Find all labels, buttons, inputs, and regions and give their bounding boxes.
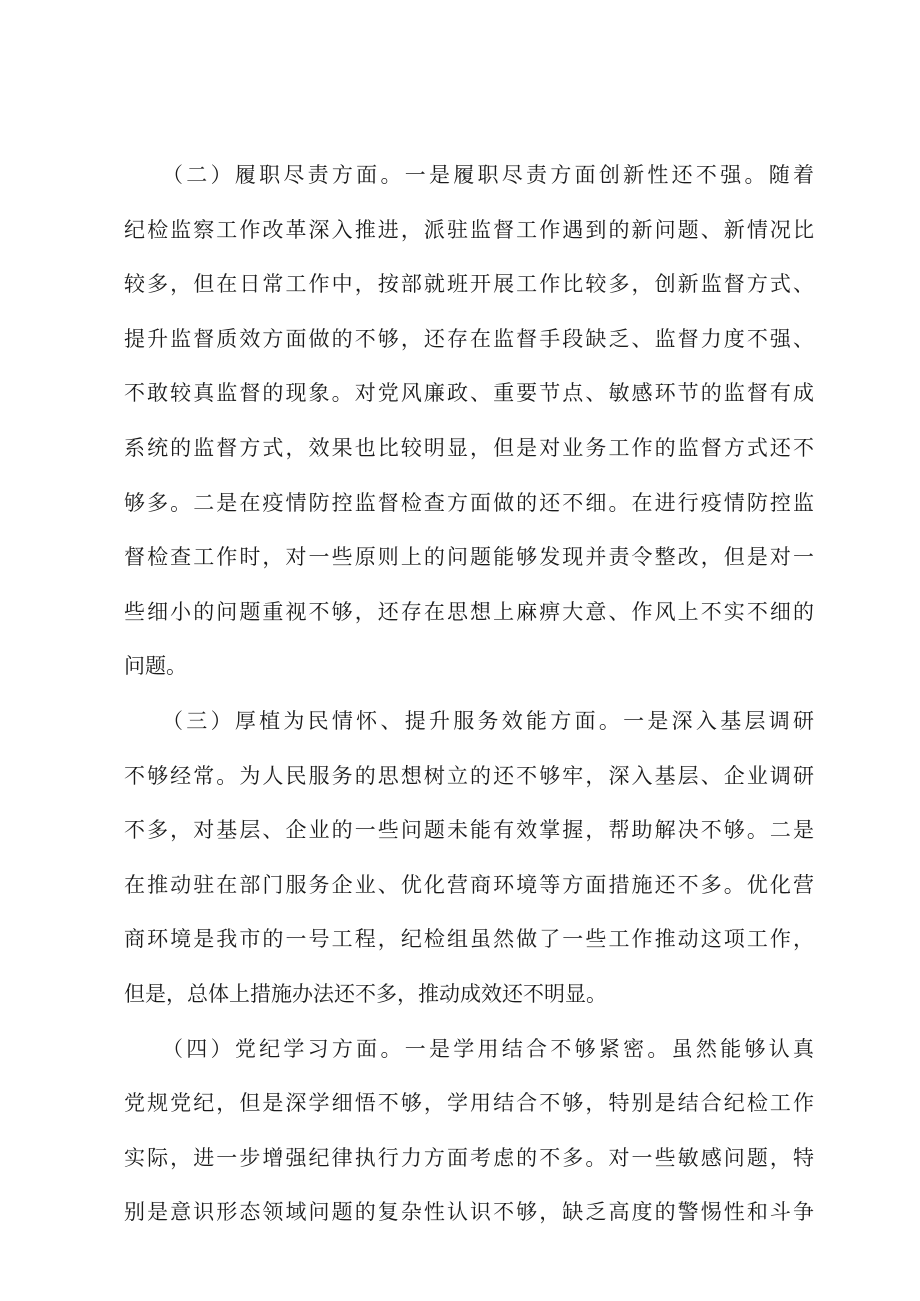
paragraph-line: 党规党纪，但是深学细悟不够，学用结合不够，特别是结合纪检工作 [124,1091,814,1116]
paragraph-line: 提升监督质效方面做的不够，还存在监督手段缺乏、监督力度不强、 [124,326,814,351]
paragraph-line: 够多。二是在疫情防控监督检查方面做的还不细。在进行疫情防控监 [124,490,814,515]
paragraph-performance-duties [124,148,814,694]
paragraph-line: 些细小的问题重视不够，还存在思想上麻痹大意、作风上不实不细的 [124,599,814,624]
paragraph-line: 实际，进一步增强纪律执行力方面考虑的不多。对一些敏感问题，特 [124,1145,814,1170]
paragraph-party-discipline-study [124,1022,814,1240]
paragraph-line: 别是意识形态领域问题的复杂性认识不够，缺乏高度的警惕性和斗争 [124,1200,814,1225]
paragraph-line: （四）党纪学习方面。一是学用结合不够紧密。虽然能够认真 [124,1036,814,1061]
paragraph-line: 较多，但在日常工作中，按部就班开展工作比较多，创新监督方式、 [124,272,814,297]
paragraph-line: 不多，对基层、企业的一些问题未能有效掌握，帮助解决不够。二是 [124,818,814,843]
paragraph-line: 问题。 [124,654,187,679]
paragraph-line: 系统的监督方式，效果也比较明显，但是对业务工作的监督方式还不 [124,435,814,460]
paragraph-line: （二）履职尽责方面。一是履职尽责方面创新性还不强。随着 [124,163,814,187]
document-body [124,148,814,1240]
paragraph-line: 不敢较真监督的现象。对党风廉政、重要节点、敏感环节的监督有成 [124,381,814,406]
paragraph-line: 在推动驻在部门服务企业、优化营商环境等方面措施还不多。优化营 [124,872,814,897]
paragraph-line: 但是，总体上措施办法还不多，推动成效还不明显。 [124,981,607,1006]
paragraph-line: 商环境是我市的一号工程，纪检组虽然做了一些工作推动这项工作， [124,927,814,952]
paragraph-line: （三）厚植为民情怀、提升服务效能方面。一是深入基层调研 [124,708,814,733]
paragraph-line: 督检查工作时，对一些原则上的问题能够发现并责令整改，但是对一 [124,545,814,570]
paragraph-serving-people [124,694,814,1022]
paragraph-line: 不够经常。为人民服务的思想树立的还不够牢，深入基层、企业调研 [124,763,814,788]
paragraph-line: 纪检监察工作改革深入推进，派驻监督工作遇到的新问题、新情况比 [124,217,814,242]
